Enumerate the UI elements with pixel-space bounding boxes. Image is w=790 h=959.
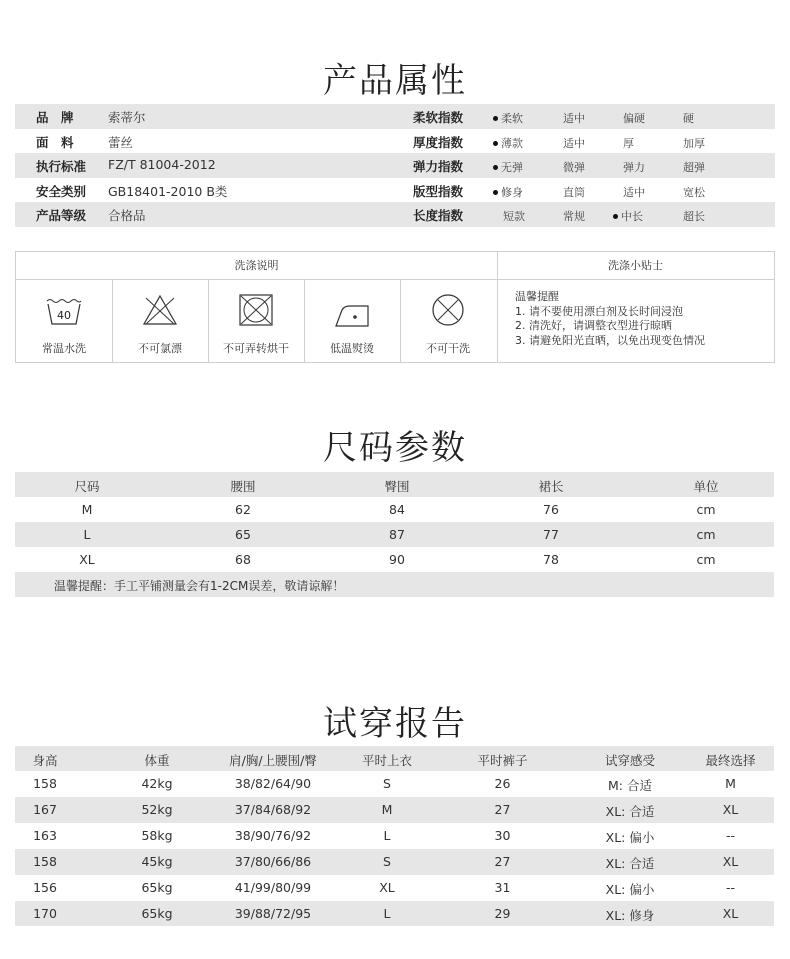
section-title-size: 尺码参数 xyxy=(323,428,467,468)
index-option: 适中 xyxy=(563,112,585,125)
index-key: 厚度指数 xyxy=(413,134,464,150)
table-cell: XL xyxy=(722,906,739,921)
index-option: 直筒 xyxy=(563,185,585,199)
table-cell: 30 xyxy=(494,828,511,843)
table-cell: 78 xyxy=(543,552,559,567)
no-tumble-dry-icon xyxy=(238,293,274,327)
table-cell: S xyxy=(383,776,391,791)
table-cell: XL: 合适 xyxy=(605,804,655,819)
wash-instruction xyxy=(400,280,496,362)
wash-label: 不可干洗 xyxy=(426,342,470,355)
selected-dot-icon xyxy=(493,116,498,121)
table-cell: cm xyxy=(696,552,716,567)
table-cell: 68 xyxy=(235,552,251,567)
table-header-row xyxy=(15,746,774,771)
index-option-selected: 无弹 xyxy=(493,159,523,175)
tip-line: 1. 请不要使用漂白剂及长时间浸泡 xyxy=(515,304,683,318)
table-row xyxy=(15,823,774,849)
washing-tips xyxy=(515,290,705,348)
table-cell: M xyxy=(81,502,93,517)
wash-label: 不可弄转烘干 xyxy=(223,342,289,355)
attribute-row xyxy=(15,153,775,178)
table-cell: 163 xyxy=(33,828,57,843)
table-cell: 76 xyxy=(543,502,559,517)
table-cell: XL xyxy=(722,802,739,817)
attribute-row xyxy=(15,178,775,203)
table-cell: 39/88/72/95 xyxy=(234,906,312,921)
table-cell: 27 xyxy=(494,854,511,869)
table-cell: 158 xyxy=(33,776,57,791)
table-cell: 84 xyxy=(389,502,405,517)
table-header: 腰围 xyxy=(230,479,256,494)
table-cell: cm xyxy=(696,527,716,542)
attribute-key: 产品等级 xyxy=(36,208,87,223)
washing-box xyxy=(15,251,775,363)
table-header-row xyxy=(15,472,774,497)
table-cell: L xyxy=(383,828,391,843)
index-key: 柔软指数 xyxy=(413,110,464,125)
table-cell: 29 xyxy=(494,906,511,921)
section-title-attributes: 产品属性 xyxy=(323,61,467,101)
index-option: 超弹 xyxy=(683,161,705,174)
section-title-trial: 试穿报告 xyxy=(323,704,467,744)
table-cell: 41/99/80/99 xyxy=(234,880,312,895)
table-cell: S xyxy=(383,854,391,869)
table-cell: XL xyxy=(722,854,739,869)
index-option-selected: 薄款 xyxy=(493,135,523,151)
selected-dot-icon xyxy=(613,214,618,219)
table-cell: 65kg xyxy=(141,906,173,921)
table-cell: 158 xyxy=(33,854,57,869)
selected-dot-icon xyxy=(493,165,498,170)
attribute-key: 执行标准 xyxy=(36,159,87,174)
index-option: 适中 xyxy=(563,136,585,150)
attribute-key: 安全类别 xyxy=(36,183,87,199)
table-cell: 27 xyxy=(494,802,511,817)
table-header: 平时裤子 xyxy=(477,753,528,768)
table-row xyxy=(15,875,774,901)
table-header: 最终选择 xyxy=(705,753,756,768)
index-key: 版型指数 xyxy=(413,183,464,199)
index-option: 弹力 xyxy=(623,161,645,174)
index-option: 适中 xyxy=(623,185,645,199)
table-header: 平时上衣 xyxy=(361,753,412,768)
wash-40-icon xyxy=(46,298,82,326)
no-bleach-icon xyxy=(142,294,178,326)
wash-label: 不可氯漂 xyxy=(138,342,182,355)
attribute-value: 蕾丝 xyxy=(108,134,134,150)
tip-line: 温馨提醒 xyxy=(515,290,559,303)
selected-dot-icon xyxy=(493,190,498,195)
table-cell: 170 xyxy=(33,906,57,921)
table-cell: 37/84/68/92 xyxy=(234,802,312,817)
table-cell: 37/80/66/86 xyxy=(234,854,312,869)
table-cell: XL: 合适 xyxy=(605,856,655,871)
table-header: 裙长 xyxy=(538,479,564,494)
table-row xyxy=(15,797,774,823)
index-option-selected: 修身 xyxy=(493,184,523,200)
washing-header: 洗涤说明 xyxy=(16,252,497,280)
table-cell: L xyxy=(383,906,391,921)
index-option-selected: 柔软 xyxy=(493,110,523,126)
svg-text:40: 40 xyxy=(57,309,71,322)
table-cell: L xyxy=(83,527,91,542)
index-option: 加厚 xyxy=(683,136,705,150)
table-header: 肩/胸/上腰围/臀 xyxy=(229,753,317,768)
attribute-value: 索蒂尔 xyxy=(108,110,146,125)
attribute-value: FZ/T 81004-2012 xyxy=(108,157,216,172)
attribute-value: GB18401-2010 B类 xyxy=(108,183,228,199)
table-cell: 62 xyxy=(235,502,251,517)
table-cell: 77 xyxy=(543,527,559,542)
table-cell: 58kg xyxy=(141,828,173,843)
index-option: 常规 xyxy=(563,210,585,223)
attributes-table xyxy=(15,104,775,227)
table-cell: 65kg xyxy=(141,880,173,895)
attribute-row xyxy=(15,129,775,154)
table-header: 试穿感受 xyxy=(604,753,655,768)
table-row xyxy=(15,771,774,797)
selected-dot-icon xyxy=(493,141,498,146)
table-row xyxy=(15,497,774,522)
table-cell: XL: 修身 xyxy=(605,908,655,923)
table-cell: -- xyxy=(725,828,736,843)
table-cell: 65 xyxy=(235,527,251,542)
table-cell: 31 xyxy=(494,880,511,895)
table-cell: -- xyxy=(725,880,736,895)
index-option: 超长 xyxy=(683,210,705,223)
measurement-note xyxy=(15,572,774,597)
table-row xyxy=(15,901,774,926)
table-cell: 52kg xyxy=(141,802,173,817)
table-cell: 38/90/76/92 xyxy=(234,828,312,843)
table-header: 尺码 xyxy=(74,479,100,494)
index-option: 厚 xyxy=(623,136,634,150)
table-cell: XL xyxy=(379,880,395,895)
attribute-row xyxy=(15,202,775,227)
table-cell: XL: 偏小 xyxy=(605,882,655,897)
table-cell: 167 xyxy=(33,802,57,817)
attribute-key: 品 牌 xyxy=(36,110,74,125)
table-cell: 38/82/64/90 xyxy=(234,776,312,791)
wash-instruction xyxy=(304,280,400,362)
index-key: 弹力指数 xyxy=(413,159,464,174)
table-cell: 156 xyxy=(33,880,57,895)
tip-line: 2. 清洗好，请调整衣型进行晾晒 xyxy=(515,319,672,332)
table-header: 身高 xyxy=(32,753,58,768)
index-option: 微弹 xyxy=(563,161,585,174)
table-cell: 90 xyxy=(389,552,405,567)
note-text: 温馨提醒：手工平铺测量会有1-2CM误差，敬请谅解！ xyxy=(54,579,345,593)
no-dry-clean-icon xyxy=(430,293,466,327)
table-header: 体重 xyxy=(144,753,170,768)
wash-label: 常温水洗 xyxy=(42,342,86,355)
attribute-value: 合格品 xyxy=(108,208,146,223)
wash-instruction xyxy=(112,280,208,362)
table-header: 单位 xyxy=(693,479,719,494)
table-cell: 45kg xyxy=(141,854,173,869)
table-cell: XL xyxy=(79,552,95,567)
index-option: 短款 xyxy=(503,210,525,223)
index-option-selected: 中长 xyxy=(613,208,643,224)
table-cell: XL: 偏小 xyxy=(605,830,655,845)
table-row xyxy=(15,547,774,572)
size-table xyxy=(15,472,774,572)
washing-tips-header: 洗涤小贴士 xyxy=(497,252,774,280)
wash-instruction xyxy=(16,280,112,362)
table-header: 臀围 xyxy=(384,479,410,494)
attribute-row xyxy=(15,104,775,129)
table-cell: M xyxy=(725,776,736,791)
divider xyxy=(497,252,498,362)
tip-line: 3. 请避免阳光直晒，以免出现变色情况 xyxy=(515,333,705,347)
table-cell: 87 xyxy=(389,527,405,542)
index-key: 长度指数 xyxy=(413,208,464,223)
trial-report-table xyxy=(15,746,774,926)
index-option: 硬 xyxy=(683,112,694,125)
table-cell: 26 xyxy=(494,776,511,791)
table-cell: M xyxy=(381,802,393,817)
wash-instruction xyxy=(208,280,304,362)
wash-label: 低温熨烫 xyxy=(330,342,374,355)
attribute-key: 面 料 xyxy=(36,134,74,150)
low-iron-icon xyxy=(334,302,370,328)
index-option: 偏硬 xyxy=(623,112,645,125)
table-cell: 42kg xyxy=(141,776,173,791)
table-row xyxy=(15,849,774,875)
index-option: 宽松 xyxy=(683,185,705,199)
table-cell: cm xyxy=(696,502,716,517)
table-cell: M: 合适 xyxy=(608,778,652,793)
table-row xyxy=(15,522,774,547)
